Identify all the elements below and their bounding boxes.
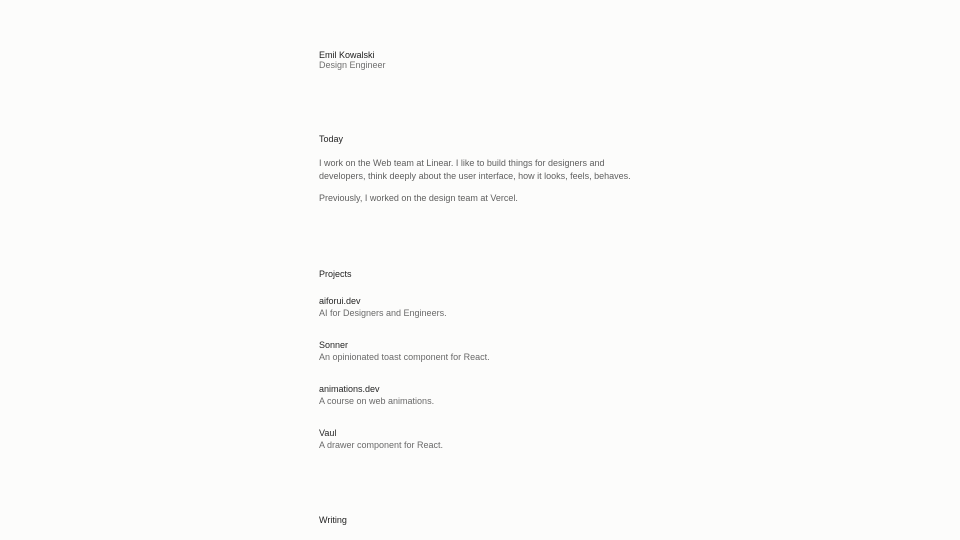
today-paragraph-2: Previously, I worked on the design team at Vercel. [319,193,518,203]
project-item[interactable] [319,383,649,407]
profile-role: Design Engineer [319,60,386,70]
project-item[interactable] [319,339,649,363]
project-link-animations[interactable]: animations.dev [319,384,380,394]
project-link-sonner[interactable]: Sonner [319,340,349,350]
section-title-projects: Projects [319,269,352,279]
project-description: An opinionated toast component for React. [319,352,490,362]
project-description: A course on web animations. [319,396,435,406]
profile-header [319,50,386,70]
project-item[interactable] [319,427,649,451]
project-item[interactable] [319,295,649,319]
project-link-vaul[interactable]: Vaul [319,428,337,438]
project-link-aiforui[interactable]: aiforui.dev [319,296,361,306]
today-paragraph-1: I work on the Web team at Linear. I like to build things for designers and developers, think deeply about the user interface, how it looks, feels, behaves. [319,158,631,181]
profile-name: Emil Kowalski [319,50,375,60]
project-description: A drawer component for React. [319,440,444,450]
section-title-today: Today [319,134,344,144]
section-title-writing: Writing [319,515,347,525]
project-description: AI for Designers and Engineers. [319,308,447,318]
